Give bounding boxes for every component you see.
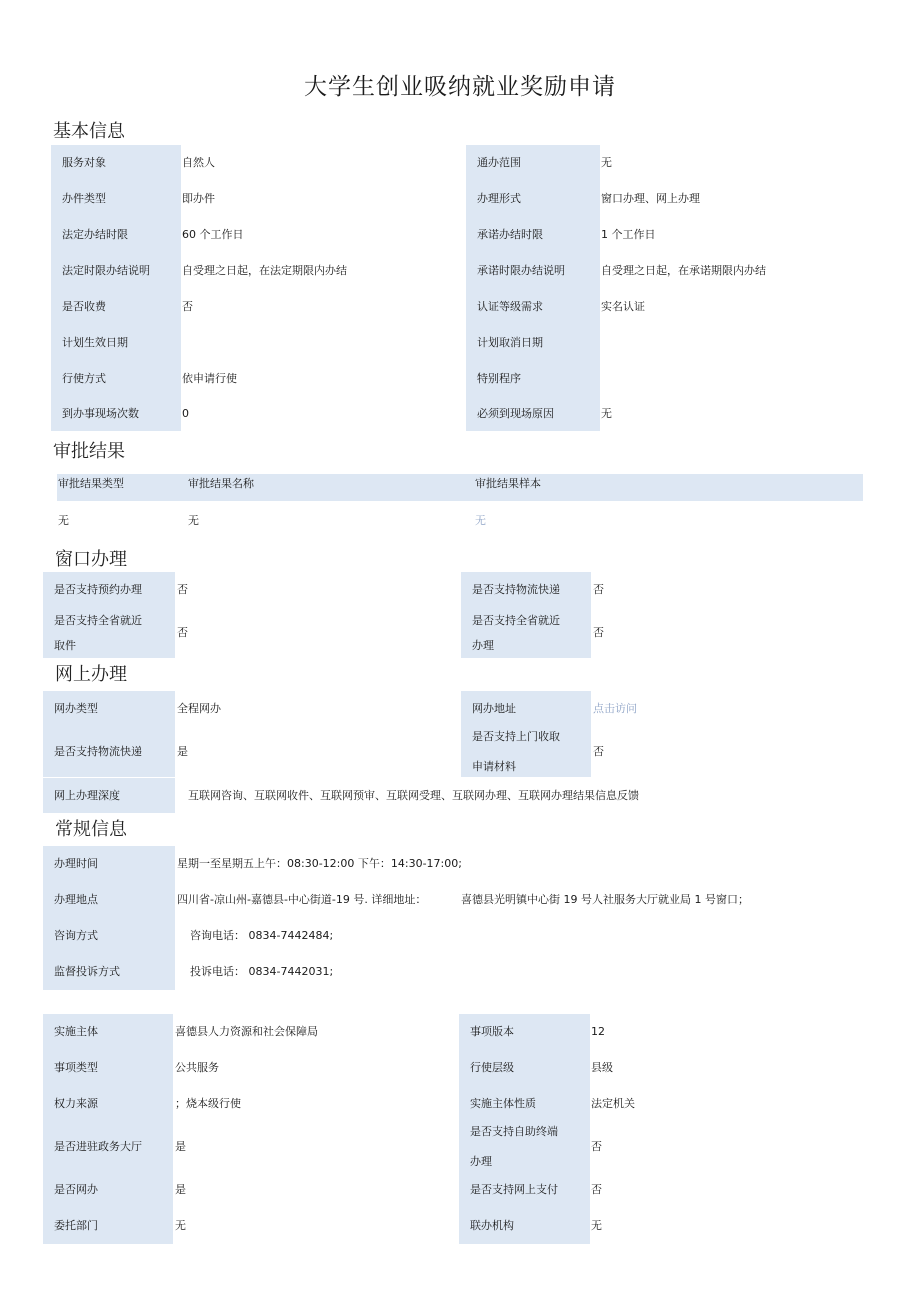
basic-label: 服务对象	[51, 145, 181, 181]
basic-label: 法定时限办结说明	[51, 253, 181, 289]
window-label-line: 取件	[54, 638, 76, 652]
online-address-link[interactable]: 点击访问	[593, 702, 637, 715]
impl-value: 法定机关	[591, 1097, 635, 1110]
window-label: 是否支持物流快递	[461, 572, 591, 608]
impl-label: 是否进驻政务大厅	[43, 1122, 173, 1172]
regular-complain-value: 投诉电话： 0834-7442031;	[190, 965, 334, 978]
basic-value: 1 个工作日	[601, 228, 656, 241]
basic-label: 通办范围	[466, 145, 600, 181]
basic-value: 自受理之日起，在承诺期限内办结	[601, 264, 766, 277]
online-type-value: 全程网办	[177, 702, 221, 715]
section-heading-basic: 基本信息	[53, 121, 125, 142]
basic-value: 无	[601, 156, 612, 169]
window-label-line: 是否支持全省就近	[54, 613, 142, 627]
basic-label: 必须到现场原因	[466, 397, 600, 431]
basic-label: 是否收费	[51, 289, 181, 325]
page-title: 大学生创业吸纳就业奖励申请	[304, 74, 616, 100]
basic-label: 计划取消日期	[466, 325, 600, 361]
online-depth-label: 网上办理深度	[43, 778, 175, 813]
online-depth-value: 互联网咨询、互联网收件、互联网预审、互联网受理、互联网办理、互联网办理结果信息反馈	[188, 788, 639, 802]
basic-label: 办理形式	[466, 181, 600, 217]
basic-value: 窗口办理、网上办理	[601, 192, 700, 205]
impl-value: 无	[591, 1219, 602, 1232]
impl-label-line: 是否支持自助终端	[470, 1125, 558, 1138]
window-value: 否	[177, 583, 188, 596]
basic-value: 即办件	[182, 192, 215, 205]
online-type-label: 网办类型	[43, 691, 175, 727]
regular-time-value: 星期一至星期五上午：08:30-12:00 下午：14:30-17:00;	[177, 857, 462, 870]
online-express-label: 是否支持物流快递	[43, 727, 175, 777]
window-label-multiline	[43, 608, 175, 658]
section-heading-regular: 常规信息	[55, 819, 127, 840]
regular-place-value-a: 四川省-凉山州-嘉德县-中心街道-19 号. 详细地址：	[177, 893, 427, 906]
section-heading-online: 网上办理	[55, 664, 127, 685]
window-label-line: 是否支持全省就近	[472, 613, 560, 627]
window-value: 否	[593, 626, 604, 639]
basic-value	[601, 325, 901, 361]
regular-place-value-b: 喜德县光明镇中心街 19 号人社服务大厅就业局 1 号窗口；	[461, 893, 749, 906]
basic-value: 0	[182, 407, 189, 420]
impl-label: 事项类型	[43, 1050, 173, 1086]
regular-place-label: 办理地点	[43, 882, 175, 918]
basic-label: 计划生效日期	[51, 325, 181, 361]
regular-time-label: 办理时间	[43, 846, 175, 882]
basic-value: 自受理之日起，在法定期限内办结	[182, 264, 347, 277]
basic-label: 认证等级需求	[466, 289, 600, 325]
impl-label: 委托部门	[43, 1208, 173, 1244]
impl-value: 否	[591, 1140, 602, 1153]
basic-label: 承诺时限办结说明	[466, 253, 600, 289]
basic-value	[601, 361, 901, 397]
impl-value: 县级	[591, 1061, 613, 1074]
impl-value: ；烧本级行使	[175, 1097, 241, 1110]
impl-value: 是	[175, 1140, 186, 1153]
basic-label: 行使方式	[51, 361, 181, 397]
approval-header-row	[57, 474, 863, 501]
section-heading-window: 窗口办理	[55, 549, 127, 570]
window-label-multiline	[461, 608, 591, 658]
impl-label: 是否网办	[43, 1172, 173, 1208]
impl-value: 喜德县人力资源和社会保障局	[175, 1025, 318, 1038]
impl-label: 是否支持网上支付	[459, 1172, 590, 1208]
approval-header-sample: 审批结果样本	[475, 477, 541, 490]
online-pickup-value: 否	[593, 745, 604, 758]
section-heading-approval: 审批结果	[53, 441, 125, 462]
approval-header-name: 审批结果名称	[188, 477, 254, 490]
online-express-value: 是	[177, 745, 188, 758]
window-value: 否	[177, 626, 188, 639]
impl-label: 实施主体	[43, 1014, 173, 1050]
window-label: 是否支持预约办理	[43, 572, 175, 608]
impl-value: 公共服务	[175, 1061, 219, 1074]
approval-header-type: 审批结果类型	[58, 477, 124, 490]
online-pickup-label-line: 是否支持上门收取	[472, 730, 560, 743]
basic-label: 法定办结时限	[51, 217, 181, 253]
regular-consult-label: 咨询方式	[43, 918, 175, 954]
regular-consult-value: 咨询电话： 0834-7442484;	[190, 929, 334, 942]
impl-label: 联办机构	[459, 1208, 590, 1244]
impl-label: 事项版本	[459, 1014, 590, 1050]
basic-value: 实名认证	[601, 300, 645, 313]
impl-label: 行使层级	[459, 1050, 590, 1086]
basic-label: 承诺办结时限	[466, 217, 600, 253]
basic-value: 60 个工作日	[182, 228, 244, 241]
impl-label: 权力来源	[43, 1086, 173, 1122]
window-label-line: 办理	[472, 638, 494, 652]
basic-label: 到办事现场次数	[51, 397, 181, 431]
online-addr-label: 网办地址	[461, 691, 591, 727]
basic-label: 办件类型	[51, 181, 181, 217]
impl-value: 12	[591, 1025, 605, 1038]
basic-value	[182, 325, 462, 361]
impl-value: 无	[175, 1219, 186, 1232]
approval-result-name: 无	[188, 514, 199, 527]
impl-label-line: 办理	[470, 1155, 492, 1168]
approval-result-type: 无	[58, 514, 69, 527]
basic-value: 无	[601, 407, 612, 420]
basic-value: 依申请行使	[182, 372, 237, 385]
impl-label-multiline	[459, 1122, 590, 1172]
online-pickup-label	[461, 727, 591, 777]
basic-value: 自然人	[182, 156, 215, 169]
online-pickup-label-line: 申请材料	[472, 760, 516, 773]
basic-value: 否	[182, 300, 193, 313]
approval-result-sample-link[interactable]: 无	[475, 514, 486, 527]
impl-label: 实施主体性质	[459, 1086, 590, 1122]
window-value: 否	[593, 583, 604, 596]
basic-label: 特别程序	[466, 361, 600, 397]
impl-value: 是	[175, 1183, 186, 1196]
regular-complain-label: 监督投诉方式	[43, 954, 175, 990]
impl-value: 否	[591, 1183, 602, 1196]
